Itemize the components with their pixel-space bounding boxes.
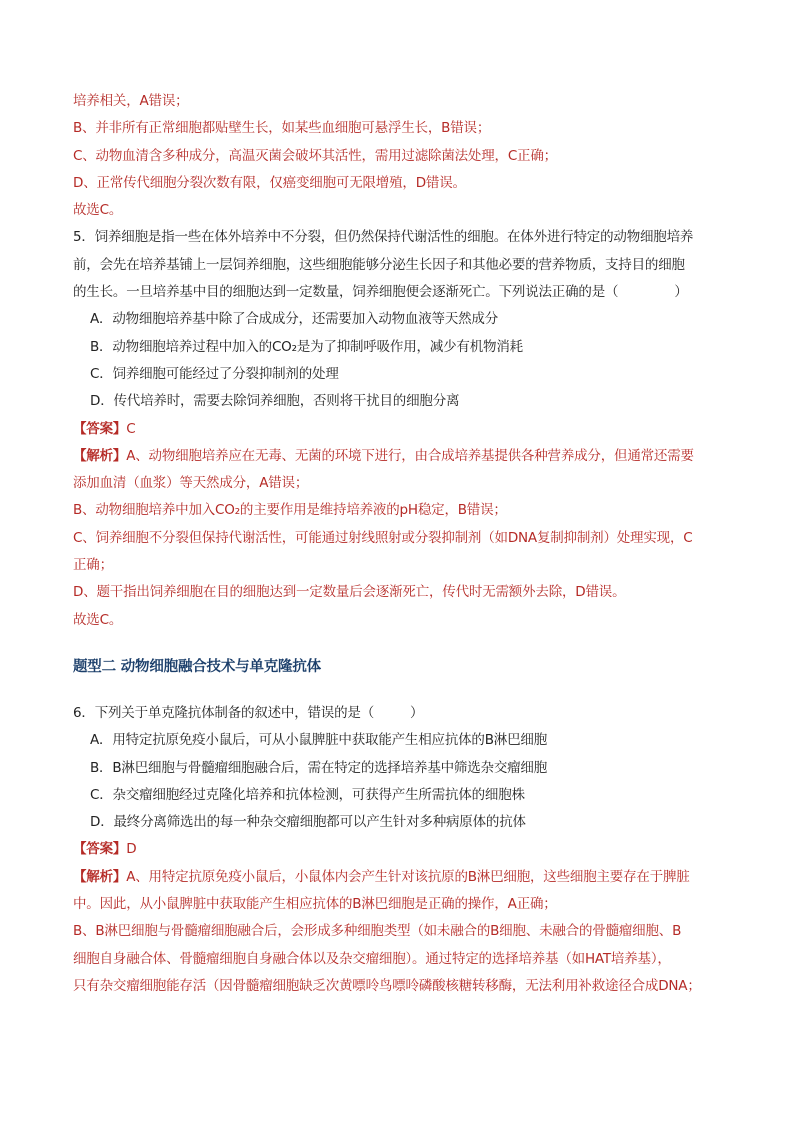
answer-value: C xyxy=(126,420,136,437)
section-heading: 题型二 动物细胞融合技术与单克隆抗体 xyxy=(73,658,321,675)
section-spacer xyxy=(73,634,728,654)
analysis-label: 【解析】 xyxy=(73,868,127,885)
analysis-line: 添加血清（血浆）等天然成分，A错误； xyxy=(73,475,309,492)
q4-analysis-tail xyxy=(73,88,728,224)
analysis-line: 正确； xyxy=(73,557,113,574)
option-a: A．用特定抗原免疫小鼠后，可从小鼠脾脏中获取能产生相应抗体的B淋巴细胞 xyxy=(90,732,547,749)
option-c: C．饲养细胞可能经过了分裂抑制剂的处理 xyxy=(90,365,339,382)
stem-text: 6．下列关于单克隆抗体制备的叙述中，错误的是（ xyxy=(73,704,374,721)
question-stem-line xyxy=(73,279,728,306)
stem-paren: ） xyxy=(674,284,688,301)
analysis-line: 培养相关，A错误； xyxy=(73,93,189,109)
question-stem-line xyxy=(73,700,728,727)
analysis-line: B、动物细胞培养中加入CO₂的主要作用是维持培养液的pH稳定，B错误； xyxy=(73,502,507,519)
answer-label: 【答案】 xyxy=(73,841,127,858)
document-page xyxy=(73,88,728,1000)
question-stem-line: 前，会先在培养基铺上一层饲养细胞，这些细胞能够分泌生长因子和其他必要的营养物质，支持目的细胞 xyxy=(73,256,685,273)
option-d: D．传代培养时，需要去除饲养细胞，否则将干扰目的细胞分离 xyxy=(90,393,460,410)
analysis-line: C、饲养细胞不分裂但保持代谢活性，可能通过射线照射或分裂抑制剂（如DNA复制抑制剂）处理实现，C xyxy=(73,529,693,546)
answer-line xyxy=(73,836,728,863)
answer-label: 【答案】 xyxy=(73,420,127,437)
question-6 xyxy=(73,700,728,1000)
analysis-line: B、并非所有正常细胞都贴壁生长，如某些血细胞可悬浮生长，B错误； xyxy=(73,120,491,137)
analysis-label: 【解析】 xyxy=(73,447,127,464)
analysis-text: A、动物细胞培养应在无毒、无菌的环境下进行，由合成培养基提供各种营养成分，但通常还需要 xyxy=(126,447,694,464)
analysis-line xyxy=(73,864,728,891)
option-c: C．杂交瘤细胞经过克隆化培养和抗体检测，可获得产生所需抗体的细胞株 xyxy=(90,786,525,803)
option-d: D．最终分离筛选出的每一种杂交瘤细胞都可以产生针对多种病原体的抗体 xyxy=(90,814,526,831)
answer-value: D xyxy=(126,841,137,858)
analysis-line: 故选C。 xyxy=(73,202,123,219)
stem-paren: ） xyxy=(410,704,424,721)
analysis-line: 只有杂交瘤细胞能存活（因骨髓瘤细胞缺乏次黄嘌呤鸟嘌呤磷酸核糖转移酶，无法利用补救途径合成DNA； xyxy=(73,977,701,994)
analysis-text: A、用特定抗原免疫小鼠后，小鼠体内会产生针对该抗原的B淋巴细胞，这些细胞主要存在于脾脏 xyxy=(126,868,690,885)
section-spacer xyxy=(73,680,728,700)
analysis-line xyxy=(73,443,728,470)
analysis-line: D、正常传代细胞分裂次数有限，仅癌变细胞可无限增殖，D错误。 xyxy=(73,174,466,191)
analysis-line: D、题干指出饲养细胞在目的细胞达到一定数量后会逐渐死亡，传代时无需额外去除，D错误。 xyxy=(73,584,626,601)
stem-text: 的生长。一旦培养基中目的细胞达到一定数量，饲养细胞便会逐渐死亡。下列说法正确的是（ xyxy=(73,284,619,301)
question-stem-line: 5．饲养细胞是指一些在体外培养中不分裂，但仍然保持代谢活性的细胞。在体外进行特定的动物细胞培养 xyxy=(73,229,694,246)
option-b: B．B淋巴细胞与骨髓瘤细胞融合后，需在特定的选择培养基中筛选杂交瘤细胞 xyxy=(90,759,548,776)
answer-line xyxy=(73,416,728,443)
option-a: A．动物细胞培养基中除了合成成分，还需要加入动物血液等天然成分 xyxy=(90,311,499,328)
option-b: B．动物细胞培养过程中加入的CO₂是为了抑制呼吸作用，减少有机物消耗 xyxy=(90,338,523,355)
question-5 xyxy=(73,224,728,633)
analysis-line: 故选C。 xyxy=(73,611,123,628)
analysis-line: B、B淋巴细胞与骨髓瘤细胞融合后，会形成多种细胞类型（如未融合的B细胞、未融合的骨髓瘤细胞、B xyxy=(73,923,682,940)
analysis-line: C、动物血清含多种成分，高温灭菌会破坏其活性，需用过滤除菌法处理，C正确； xyxy=(73,147,557,164)
analysis-line: 细胞自身融合体、骨髓瘤细胞自身融合体以及杂交瘤细胞）。通过特定的选择培养基（如HAT培养基）， xyxy=(73,950,671,967)
analysis-line: 中。因此，从小鼠脾脏中获取能产生相应抗体的B淋巴细胞是正确的操作，A正确； xyxy=(73,896,557,913)
